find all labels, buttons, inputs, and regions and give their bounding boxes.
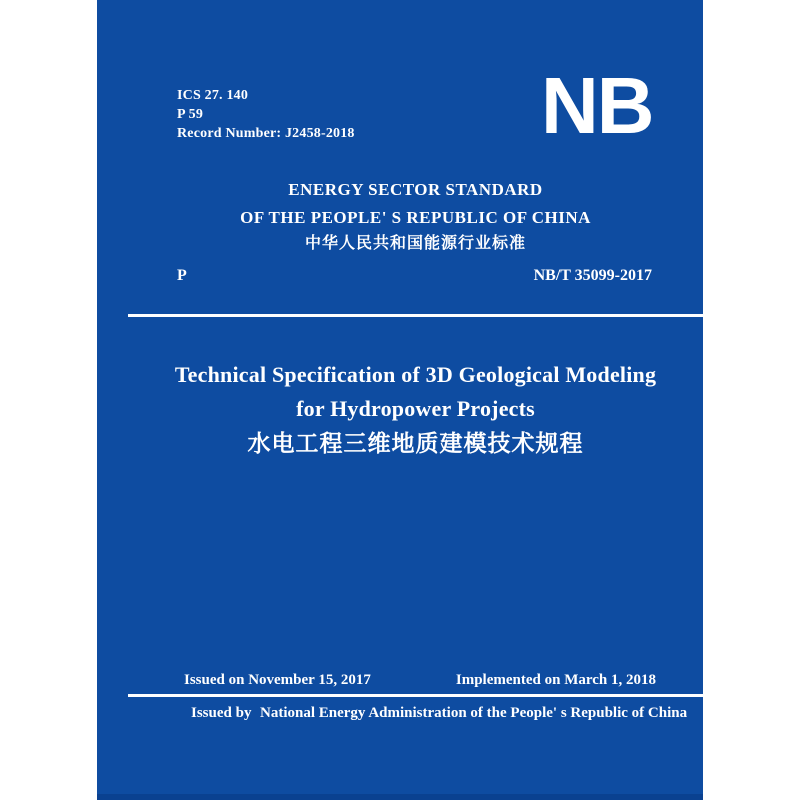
standard-name-zh: 中华人民共和国能源行业标准 bbox=[304, 235, 526, 252]
issued-by-value: National Energy Administration of the People' s Republic of China bbox=[260, 705, 688, 721]
issued-by-label: Issued by bbox=[191, 705, 252, 721]
document-title-block bbox=[128, 358, 703, 461]
nb-logo: NB bbox=[541, 61, 653, 150]
standard-number: NB/T 35099-2017 bbox=[533, 267, 652, 284]
standard-name-block bbox=[128, 176, 703, 256]
doc-title-en-line2: for Hydropower Projects bbox=[296, 396, 535, 421]
doc-title-en-line1: Technical Specification of 3D Geological Modeling bbox=[174, 362, 657, 387]
doc-class-code: P bbox=[177, 267, 187, 284]
record-number: Record Number: J2458-2018 bbox=[177, 126, 355, 141]
class-code: P 59 bbox=[177, 107, 204, 122]
cover-bottom-edge bbox=[97, 794, 703, 800]
footer-dates-row bbox=[0, 669, 800, 691]
top-rule bbox=[128, 314, 703, 317]
standard-number-row bbox=[128, 266, 703, 286]
issued-date: Issued on November 15, 2017 bbox=[184, 672, 371, 688]
header-code-block bbox=[177, 86, 355, 143]
doc-title-zh: 水电工程三维地质建模技术规程 bbox=[247, 430, 584, 456]
footer-issuer-row bbox=[0, 702, 800, 724]
standard-name-en-line1: ENERGY SECTOR STANDARD bbox=[288, 180, 543, 199]
standard-name-en-line2: OF THE PEOPLE' S REPUBLIC OF CHINA bbox=[240, 208, 591, 227]
implemented-date: Implemented on March 1, 2018 bbox=[455, 672, 656, 688]
bottom-rule bbox=[128, 694, 703, 697]
ics-code: ICS 27. 140 bbox=[177, 88, 249, 103]
